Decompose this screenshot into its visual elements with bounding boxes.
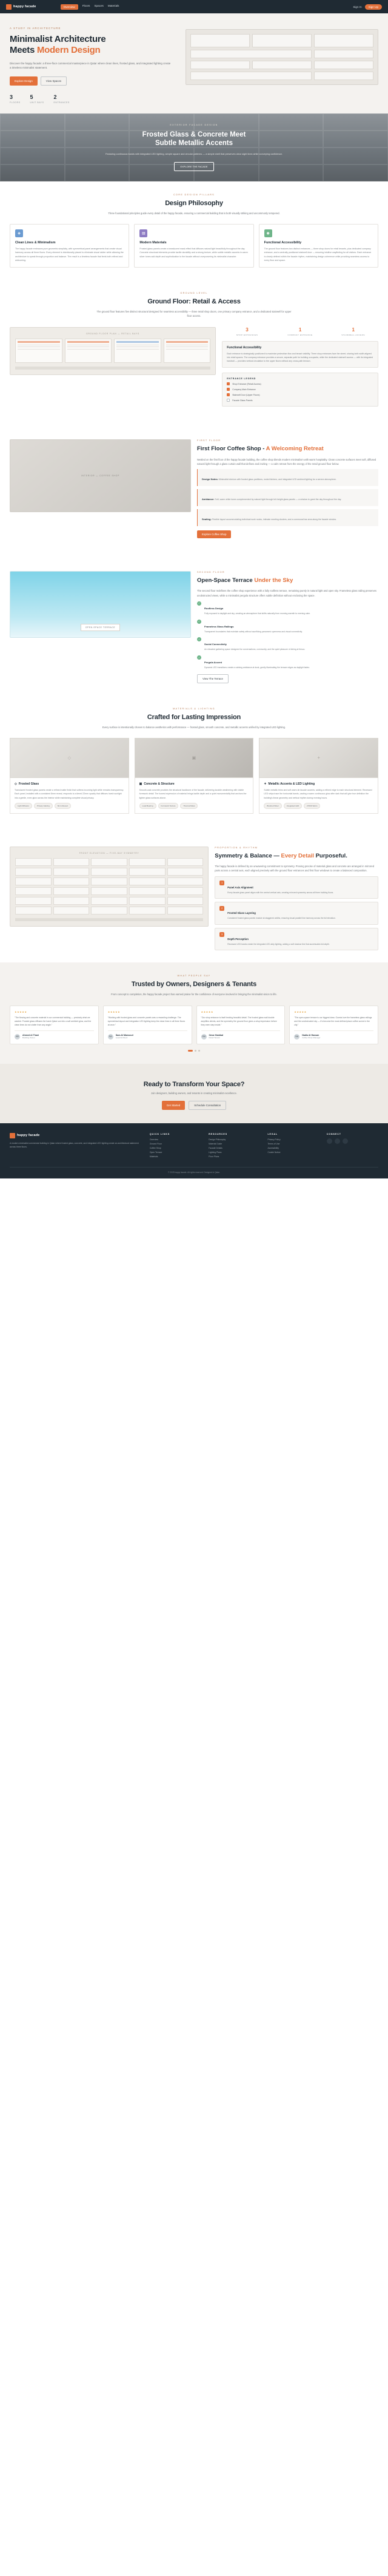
stat-floors	[10, 94, 21, 104]
philosophy-cards	[10, 224, 378, 268]
footer-link[interactable]: Open Terrace	[149, 1151, 162, 1154]
footer-link[interactable]: Ground Floor	[149, 1142, 162, 1145]
materials-paragraph: Every surface is intentionally chosen to balance aesthetics with performance — frosted glass, smooth concrete, and metallic accents unified by integrated LED lighting.	[102, 725, 286, 729]
diamond-icon: ◇	[67, 756, 72, 761]
terrace-eyebrow: SECOND FLOOR	[197, 571, 225, 574]
social-twitter-icon[interactable]	[335, 1138, 340, 1144]
terrace-section	[0, 550, 388, 695]
plan-caption: GROUND FLOOR PLAN — RETAIL BAYS	[86, 332, 140, 335]
tag: Brushed Silver	[264, 803, 282, 809]
grid-icon: ▣	[192, 756, 196, 761]
cta-section	[0, 1064, 388, 1123]
logo-mark-icon	[6, 4, 12, 10]
material-card-metallic-led[interactable]: ✦ ✦ Metallic Accents & LED Lighting Subtle metallic trims and soft warm-tin facade accents, adding a refined edge to each structural element. Recessed LED strips trace the horizontal bands, casting a warm continuous glow after dark that will give true definition the building's linear geometry and vertical rhythm during evening hours. Brushed Silver Integrated LED 2700K Warm	[259, 738, 378, 814]
testimonial-card: ★★★★★ "Our shop entrance is itself lending beautiful detail. The frosted glass wall double amplifies clients, and the symmetry the ground floor gives a crisp impression before they even step inside." OM Omar Haddad Retail Tenant	[196, 1006, 286, 1044]
ground-stats	[222, 327, 378, 336]
checkbox-icon[interactable]	[227, 393, 230, 396]
explore-coffee-shop-button[interactable]: Explore Coffee Shop	[197, 530, 231, 538]
hero-buttons	[10, 76, 179, 86]
footer-link[interactable]: Privacy Policy	[267, 1138, 281, 1141]
rating-stars-icon: ★★★★★	[107, 1010, 121, 1013]
page-title	[10, 34, 179, 56]
philosophy-card-clean-lines[interactable]	[10, 224, 129, 268]
stat-company-entrance: 1 COMPANY ENTRANCE	[287, 326, 313, 336]
testimonial-card: ★★★★★ "The flowing and concrete material in our commercial building — precisely what we wanted. Frosted glass diffuses the harsh Qatar sun into a soft ambient glow, and the clean lines do not clutter from any angle." AB Ahmed Al Thani Building Owner	[10, 1006, 99, 1044]
carousel-dot[interactable]	[195, 1050, 196, 1052]
testimonial-card: ★★★★★ "The open-space terrace is our biggest draw. Guests love the frameless glass railings and the unobstructed sky — it's become the most defined place coffee scene in the city." NA Nadia Al Hassan Coffee Shop Manager	[289, 1006, 378, 1044]
footer-column-quick-links: QUICK LINKS Overview Ground Floor Coffee Shop Open Terrace Materials	[150, 1133, 201, 1160]
card-title: Modern Materials	[139, 240, 167, 245]
philosophy-eyebrow: CORE DESIGN PILLARS	[173, 193, 215, 196]
tag: Load Bearing	[139, 803, 156, 809]
stat-unitbays-value: 5	[30, 93, 33, 100]
view-terrace-button[interactable]: View The Terrace	[197, 674, 229, 683]
banner-paragraph: Featuring continuous bands with integrated LED lighting, simple square and circular patterns — a simple shell that preserves clear sight lines while conveying confidence.	[105, 152, 283, 155]
tag: Formwork Texture	[158, 803, 179, 809]
materials-title: Crafted for Lasting Impression	[147, 713, 241, 721]
check-icon: ✓	[198, 656, 200, 659]
stat-shop-entrances: 3 SHOP ENTRANCES	[236, 326, 258, 336]
ground-title: Ground Floor: Retail & Access	[147, 298, 241, 306]
materials-cards	[10, 738, 378, 814]
footer-about: A modern minimalist commercial building in Qatar where frosted glass, concrete, and integrated LED lighting create an architectural statement across three floors.	[10, 1141, 139, 1149]
coffee-shop-section	[0, 419, 388, 550]
banner-title-line1: Frosted Glass & Concrete Meet	[142, 130, 246, 138]
stat-stairwell-access: 1 STAIRWELL ACCESS	[341, 326, 365, 336]
facade-illustration	[186, 29, 378, 85]
panel-title: Functional Accessibility	[227, 345, 262, 350]
carousel-dot[interactable]	[198, 1050, 200, 1052]
carousel-dot-active[interactable]	[188, 1050, 193, 1052]
card-title: Functional Accessibility	[264, 240, 302, 245]
footer-link[interactable]: Lighting Plans	[209, 1151, 222, 1154]
testimonials-eyebrow: WHAT PEOPLE SAY	[177, 975, 211, 978]
terrace-paragraph: The second floor redefines the coffee shop experience with a fully roofless terrace, remaining purely in natural light and open sky. Frameless glass railing preserves unobstructed views, while a minimalist pergola structure offers subtle definition without enclosing the space.	[197, 589, 376, 597]
concrete-image	[135, 738, 254, 778]
sign-up-button[interactable]: Sign Up	[365, 4, 382, 10]
sparkle-icon: ✦	[316, 756, 321, 761]
cta-title: Ready to Transform Your Space?	[143, 1080, 245, 1088]
glass-icon: ◇	[15, 782, 17, 786]
frosted-glass-image	[10, 738, 129, 778]
carousel-dots[interactable]	[10, 1050, 378, 1052]
footer	[0, 1123, 388, 1178]
banner-title-line2: Subtle Metallic Accents	[155, 140, 233, 147]
footer-brand-logo[interactable]	[10, 1133, 142, 1138]
banner-title	[142, 130, 246, 148]
avatar: OM	[201, 1034, 207, 1040]
hero-paragraph: Discover the happy facade: a three-floor commercial masterpiece in Qatar where clean lines, frosted glass, and integrated lighting create a timeless minimalist statement.	[10, 61, 171, 70]
nav-link-overview[interactable]: Overview	[61, 4, 78, 10]
tag: Privacy Glazing	[34, 803, 53, 809]
symmetry-item-glass-layering[interactable]: 2 Frosted Glass Layering Consistent frosted glass panels module at staggered widths, ensuring visual parallel line harmony across the full elevation.	[215, 902, 378, 925]
avatar: SA	[108, 1034, 113, 1040]
nav-link-materials[interactable]: Materials	[107, 4, 119, 7]
tag: Thermal Mass	[180, 803, 198, 809]
stat-entrances-label: ENTRANCES	[53, 101, 70, 104]
footer-column-resources: RESOURCES Design Philosophy Material Guide Facade Details Lighting Plans Floor Plans	[209, 1133, 260, 1160]
step-number: 3	[219, 932, 224, 937]
brand-logo[interactable]	[6, 4, 36, 10]
testimonial-quote: "The flowing and concrete material in our commercial building — precisely what we wanted. Frosted glass diffuses the harsh Qatar sun into a soft ambient glow, and the clean lines do not clutter from any angle."	[15, 1016, 92, 1026]
testimonial-card: ★★★★★ "Working with frosted glass and concrete panels was a rewarding challenge. The symmetrical layout and integration LED lighting keep the clean lines in all three floors at once." SA Sara Al Mansouri Lead Architect	[103, 1006, 192, 1044]
ground-eyebrow: GROUND LEVEL	[180, 292, 208, 295]
coffee-title: First Floor Coffee Shop - A Welcoming Retreat	[197, 445, 324, 453]
hero-stats	[10, 94, 179, 104]
checkbox-icon[interactable]	[227, 399, 230, 402]
terrace-bullet-railings: ✓ Frameless Glass Railings Transparent boundaries that maintain safety without sacrificing panoramic openness and visual connectivity.	[198, 620, 303, 633]
card-body: The happy facade embraces pure geometric simplicity, with symmetrical panel arrangements that create visual harmony across all three floors. Every element is intentionally placed to eliminate visual clutter while allowing the architecture to speak through proportion and balance. The result is a timeless facade that feels both refined and welcoming.	[15, 247, 124, 262]
hero-title-line1: Minimalist Architecture	[10, 34, 106, 44]
brand-name: happy facade	[13, 5, 36, 8]
legend-title: ENTRANCE LEGEND	[227, 377, 256, 380]
terrace-image-caption: OPEN-SPACE TERRACE	[81, 624, 120, 631]
materials-eyebrow: MATERIALS & LIGHTING	[173, 707, 215, 710]
material-card-frosted-glass[interactable]: ◇ ◇ Frosted Glass Translucent frosted glass panels create a refined matte finish that softens incoming light while remains transparency. Each panel, installed with a consistent 8mm reveal, responds to a tiered 22mm opacity that diffuses harsh sunlight into a gentle, even glow across the interior while maintaining complete visual privacy. Light Diffusion Privacy Glazing 8mm Reveal	[10, 738, 129, 814]
footer-column-connect: CONNECT	[327, 1133, 378, 1160]
footer-link[interactable]: Accessibility	[267, 1146, 279, 1149]
explore-facade-button[interactable]: EXPLORE THE FACADE	[174, 162, 213, 171]
panel-body: Each entrance is strategically positioned to maximize pedestrian flow and tenant visibility. Three shop entrances face the street, sharing both width aligned into retail spaces. The company entrance provides a secure, separate path for building occupants, while the dedicated stairwell access — with its integrated handrail — provides vertical circulation to the upper floors without any cross-path tension.	[227, 352, 373, 363]
cta-paragraph: Join designers, building owners, and tenants in creating minimalist excellence.	[151, 1091, 237, 1095]
accessibility-icon: ◉	[264, 229, 272, 237]
facade-banner	[0, 113, 388, 181]
hero-title-accent: Modern Design	[36, 45, 101, 56]
stat-floors-value: 3	[10, 93, 13, 100]
social-facebook-icon[interactable]	[327, 1138, 332, 1144]
entrance-legend-panel	[222, 373, 378, 407]
diamond-icon: ◈	[15, 229, 23, 237]
ground-paragraph: The ground floor features five distinct structural designed for seamless accessibility — three retail shop doors, one primary company entrance, and a dedicated stairwell for upper floor access.	[96, 310, 292, 318]
stat-entrances-value: 2	[53, 93, 57, 100]
symmetry-section	[0, 826, 388, 962]
get-started-button[interactable]: Get Started	[162, 1101, 185, 1110]
front-elevation-drawing	[10, 847, 209, 927]
testimonials-title: Trusted by Owners, Designers & Tenants	[131, 981, 257, 989]
view-spaces-button[interactable]: View Spaces	[41, 76, 67, 86]
symmetry-title: Symmetry & Balance — Every Detail Purposeful.	[215, 852, 347, 859]
coffee-eyebrow: FIRST FLOOR	[197, 439, 221, 442]
coffee-shop-image	[10, 439, 191, 512]
footer-link[interactable]: Cookie Notice	[267, 1151, 281, 1154]
footer-link[interactable]: Terms of Use	[267, 1142, 280, 1145]
sign-in-link[interactable]: Sign In	[353, 5, 362, 8]
footer-brand-name: happy facade	[17, 1134, 40, 1138]
coffee-feature-seating: Seating: Flexible layout accommodating individual work nooks, intimate meeting clusters, and a communal bar area along the facade window.	[197, 509, 378, 526]
check-icon: ✓	[198, 602, 200, 605]
philosophy-card-modern-materials[interactable]	[134, 224, 253, 268]
terrace-bullet-pergola: ✓ Pergola Accent Dynamic LED transitions create a calming ambiance at dusk, gently illuminating the terrace edges as daylight fades.	[198, 656, 310, 669]
tag: Light Diffusion	[15, 803, 32, 809]
footer-link[interactable]: Floor Plans	[209, 1155, 219, 1158]
banner-eyebrow: EXTERIOR FACADE DESIGN	[170, 123, 218, 126]
rating-stars-icon: ★★★★★	[294, 1010, 307, 1013]
legend-item-stairwell[interactable]: Stairwell Door (Upper Floors)	[227, 393, 373, 396]
terrace-image	[10, 571, 191, 638]
footer-link[interactable]: Materials	[149, 1155, 158, 1158]
symmetry-eyebrow: PROPORTION & RHYTHM	[215, 846, 258, 849]
symmetry-item-panel-axis[interactable]: 1 Panel Axis Alignment Every facade glass panel aligns with the central vertical axis, creating mirrored symmetry across all three building floors.	[215, 876, 378, 899]
metallic-led-image	[259, 738, 378, 778]
nav-link-spaces[interactable]: Spaces	[94, 4, 104, 7]
schedule-consultation-button[interactable]: Schedule Consultation	[189, 1101, 226, 1110]
nav-link-floors[interactable]: Floors	[82, 4, 90, 7]
avatar: NA	[294, 1034, 299, 1040]
step-number: 1	[219, 881, 224, 885]
logo-mark-icon	[10, 1133, 15, 1138]
footer-column-legal: LEGAL Privacy Policy Terms of Use Accessibility Cookie Notice	[267, 1133, 319, 1160]
symmetry-item-depth[interactable]: 3 Depth Perception Recessed LED bands create the integrated LED-strip lighting, adding a soft shadow line that accentuates full-depth.	[215, 928, 378, 951]
hero-title-line2: Meets	[10, 45, 37, 56]
top-navbar	[0, 0, 388, 13]
philosophy-section	[0, 181, 388, 280]
footer-copyright: © 2025 happy facade. All rights reserved. Designed in Qatar.	[10, 1167, 378, 1174]
functional-accessibility-panel	[222, 341, 378, 368]
terrace-title: Open-Space Terrace Under the Sky	[197, 577, 293, 584]
card-title: Clean Lines & Minimalism	[15, 240, 56, 245]
led-icon: ✦	[264, 782, 267, 786]
material-card-concrete[interactable]: ▣ ▣ Concrete & Structure Smooth-cast concrete provides the structural backbone of the facade, delivering durable weathering with visible formwork detail. The honest expression of material brings tactile depth and a quiet monumentality that anchors the lighter glass surfaces above. Load Bearing Formwork Texture Thermal Mass	[135, 738, 254, 814]
terrace-bullet-social: ✓ Social Connectivity An elevated gathering space designed for conversations, community, and the quiet pleasure of dining al fresco.	[198, 638, 306, 651]
page-root	[0, 0, 388, 1178]
legend-item-company[interactable]: Company Main Entrance	[227, 388, 373, 391]
ground-floor-section	[0, 280, 388, 419]
stat-unitbays-label: UNIT BAYS	[30, 101, 44, 104]
tag: 2700K Warm	[304, 803, 320, 809]
elevation-caption: FRONT ELEVATION — FIVE-BAY SYMMETRY	[79, 851, 139, 854]
footer-link[interactable]: Design Philosophy	[209, 1138, 226, 1141]
tag: Integrated LED	[284, 803, 302, 809]
concrete-icon: ▣	[139, 782, 142, 786]
philosophy-title: Design Philosophy	[165, 199, 223, 207]
stat-entrances	[54, 94, 70, 104]
terrace-bullet-roofless: ✓ Roofless Design Fully exposed to daylight and sky, creating an atmosphere that shifts naturally from morning warmth to evening calm.	[198, 602, 311, 615]
stat-unitbays	[30, 94, 44, 104]
symmetry-paragraph: The happy facade is defined by an unwavering commitment to symmetry. Proving precise of material glass and concrete are arranged in mirrored pairs across a central axis, each aligned precisely with the ground floor entrances and first floor windows to create a balanced composition.	[215, 865, 374, 873]
testimonial-quote: "Working with frosted glass and concrete panels was a rewarding challenge. The symmetrical layout and integration LED lighting keep the clean lines in all three floors at once."	[107, 1016, 186, 1026]
stat-floors-label: FLOORS	[10, 101, 21, 104]
coffee-paragraph: Nestled on the first floor of the happy facade building, the coffee shop blends modern minimalism with warm hospitality. Clean concrete surfaces meet soft, diffused natural light through a glass curtain wall that defines and inviting — a calm retreat from the energy of the retail ground floor below.	[197, 458, 376, 465]
card-body: The ground floor features two distinct entrances — three shop doors for retail tenants, plus dedicated company entrance, and a centrally positioned stairwell door — ensuring intuitive wayfinding for all visitors. Each entrance is clearly defined within the facade rhythm, maintaining design coherence while providing seamless access to every floor and space.	[264, 247, 372, 262]
checkbox-icon[interactable]	[227, 388, 230, 391]
coffee-image-caption: INTERIOR — COFFEE SHOP	[81, 475, 120, 478]
testimonial-quote: "The open-space terrace is our biggest draw. Guests love the frameless glass railings and the unobstructed sky — it's become the most defined place coffee scene in the city."	[294, 1016, 372, 1026]
materials-section	[0, 695, 388, 826]
ground-floor-plan	[10, 327, 216, 375]
footer-link[interactable]: Facade Details	[209, 1146, 222, 1149]
legend-item-glass[interactable]: Facade Glass Panels	[227, 399, 373, 402]
check-icon: ✓	[198, 638, 200, 641]
legend-item-shop[interactable]: Shop Entrance (Retail Access)	[227, 382, 373, 385]
checkbox-icon[interactable]	[227, 382, 230, 385]
nav-actions	[353, 4, 382, 10]
testimonial-cards	[10, 1006, 378, 1044]
hero-eyebrow: A STUDY IN ARCHITECTURE	[10, 27, 61, 30]
philosophy-paragraph: Three foundational principles guide every detail of the happy facade, ensuring a commercial building that is both visually striking and uncommonly tempered.	[108, 211, 280, 215]
rating-stars-icon: ★★★★★	[201, 1010, 213, 1013]
nav-links	[61, 4, 119, 10]
tag: 8mm Reveal	[55, 803, 71, 809]
avatar: AB	[15, 1034, 20, 1040]
coffee-feature-design: Design Notes: Minimalist interiors with frosted glass partitions, muted timbers, and integrated LED ambient lighting for a serene atmosphere.	[197, 469, 378, 486]
footer-link[interactable]: Material Guide	[209, 1142, 222, 1145]
step-number: 2	[219, 906, 224, 911]
hero-section	[0, 13, 388, 113]
check-icon: ✓	[198, 620, 200, 623]
testimonials-section	[0, 962, 388, 1064]
social-instagram-icon[interactable]	[343, 1138, 348, 1144]
footer-link[interactable]: Overview	[149, 1138, 159, 1141]
rating-stars-icon: ★★★★★	[15, 1010, 27, 1013]
explore-design-button[interactable]: Explore Design	[10, 76, 38, 86]
testimonials-paragraph: From concept to completion, the happy facade project has earned praise for the confidence of everyone involved in bringing the minimalist vision to life.	[111, 993, 277, 996]
philosophy-card-accessibility[interactable]	[259, 224, 378, 268]
layers-icon: ▤	[139, 229, 147, 237]
testimonial-quote: "Our shop entrance is itself lending beautiful detail. The frosted glass wall double amplifies clients, and the symmetry the ground floor gives a crisp impression before they even step inside."	[201, 1016, 277, 1026]
card-body: Frosted glass panels create a translucent mask effect that diffuses natural light beautifully throughout the day. Concrete structural elements provide tactile durability and a strong texture, while subtle metallic accents in warm silver tones add depth and sophistication to the facade without overpowering its minimalist character.	[139, 247, 248, 258]
coffee-feature-ambiance: Ambiance: Soft, warm white tones complemented by natural light through full-height glass panels — a window to greet the day throughout the day.	[197, 489, 378, 506]
footer-link[interactable]: Coffee Shop	[149, 1146, 161, 1149]
